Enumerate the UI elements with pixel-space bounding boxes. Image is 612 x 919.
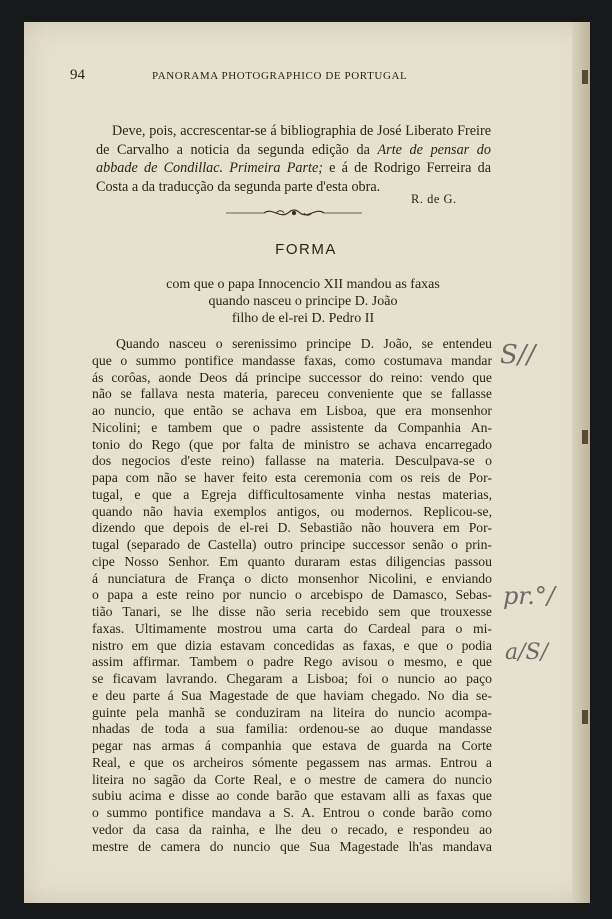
running-head bbox=[70, 67, 520, 87]
edge-mark bbox=[582, 430, 588, 444]
body-line: se ficavam lavrando. Chegaram a Lisboa; foi o nuncio ao paço bbox=[92, 671, 492, 686]
article-title: FORMA bbox=[275, 241, 337, 258]
body-line: o papa a este reino por nuncio o arcebispo de Damasco, Sebas- bbox=[92, 587, 492, 603]
body-line: dos negocios d'este reino) fallasse na materia. Desculpava-se o bbox=[92, 453, 492, 469]
intro-italic-title: Arte de pensar do abbade de Condillac. Primeira Parte; bbox=[96, 141, 491, 176]
body-line: nhadas de toda a sua familia: ordenou-se ao duque mandasse bbox=[92, 721, 492, 737]
body-line: tonio do Rego (que por falta de ministro se achava encarregado bbox=[92, 436, 492, 452]
body-line: guinte pela manhã se conduziram na liteira do nuncio acompa- bbox=[92, 704, 492, 720]
ornament-divider bbox=[224, 206, 364, 220]
body-line: o summo pontifice mandava a S. A. Entrou o conde barão como bbox=[92, 805, 492, 820]
author-signature: R. de G. bbox=[411, 192, 457, 206]
body-line: Quando nasceu o serenissimo principe D. João, se entendeu bbox=[116, 336, 492, 351]
marginal-note: a/S/ bbox=[505, 640, 549, 665]
body-line: ao nuncio, que então se achava em Lisboa, que era monsenhor bbox=[92, 403, 492, 418]
body-line: cipe Nosso Senhor. Em quanto duraram estas diligencias passou bbox=[92, 553, 492, 569]
body-line: e deu parte á Sua Magestade de que haviam chegado. No dia se- bbox=[92, 687, 492, 703]
intro-text-end: e á de Rodrigo Ferreira da Costa a da traducção da segunda parte d'esta obra. bbox=[96, 160, 491, 195]
body-line: mestre de camera do nuncio que Sua Magestade lh'as mandava bbox=[92, 838, 492, 854]
body-line: Real, e que os archeiros sómente pegassem nas armas. Entrou a bbox=[92, 754, 492, 770]
subtitle-line: com que o papa Innocencio XII mandou as faxas bbox=[166, 277, 440, 292]
running-title: PANORAMA PHOTOGRAPHICO DE PORTUGAL bbox=[152, 70, 408, 82]
article-subtitle bbox=[140, 276, 466, 327]
body-line: não se fallava nesta materia, pareceu conveniente que se fallasse bbox=[92, 386, 492, 402]
body-line: tugal (separado de Castella) outro principe successor senão o prin- bbox=[92, 537, 492, 552]
body-line: á nunciatura de França o dicto monsenhor Nicolini, e enviando bbox=[92, 570, 492, 586]
body-line: ás corôas, aonde Deos dá principe successor do reino: vendo que bbox=[92, 369, 492, 385]
body-line: pegar nas armas á companhia que estava de guarda na Corte bbox=[92, 738, 492, 753]
marginal-note: pr.°/ bbox=[503, 582, 555, 610]
body-line: dizendo que depois de el-rei D. Sebastião não houvera em Por- bbox=[92, 520, 492, 536]
page-fore-edge bbox=[572, 22, 590, 903]
edge-mark bbox=[582, 710, 588, 724]
edge-mark bbox=[582, 70, 588, 84]
body-line: tugal, e que a Egreja difficultosamente vinha nestas materias, bbox=[92, 486, 492, 502]
body-line: vedor da casa da rainha, e lhe deu o recado, e respondeu ao bbox=[92, 821, 492, 837]
marginal-note: S// bbox=[500, 340, 536, 370]
body-line: liteira no sagão da Corte Real, e o mestre de camera do nuncio bbox=[92, 771, 492, 787]
article-body bbox=[92, 336, 492, 855]
intro-paragraph bbox=[96, 122, 491, 196]
body-line: assim affirmar. Tambem o padre Rego avisou o mesmo, e que bbox=[92, 654, 492, 670]
body-line: quando não havia exemplos antigos, ou modernos. Replicou-se, bbox=[92, 503, 492, 519]
body-line: nistro em que dizia estavam concedidas as faxas, e que o podia bbox=[92, 637, 492, 653]
subtitle-line: quando nasceu o principe D. João bbox=[208, 294, 398, 309]
intro-text: Deve, pois, accrescentar-se á bibliographia de José Liberato Freire de Carvalho a noticia da segunda edição da bbox=[96, 123, 491, 158]
body-line: subiu acima e disse ao conde barão que estavam alli as faxas que bbox=[92, 788, 492, 804]
body-line: papa com não se haver feito esta ceremonia com os reis de Por- bbox=[92, 470, 492, 485]
body-line: tião Tanari, se lhe disse não seria recebido sem que trouxesse bbox=[92, 604, 492, 619]
page-number: 94 bbox=[70, 67, 85, 83]
body-line: faxas. Ultimamente mostrou uma carta do Cardeal para o mi- bbox=[92, 620, 492, 636]
subtitle-line: filho de el-rei D. Pedro II bbox=[231, 311, 375, 326]
body-line: que o summo pontifice mandasse faxas, como costumava mandar bbox=[92, 352, 492, 368]
body-line: Nicolini; e tambem que o padre assistente da Companhia An- bbox=[92, 419, 492, 435]
